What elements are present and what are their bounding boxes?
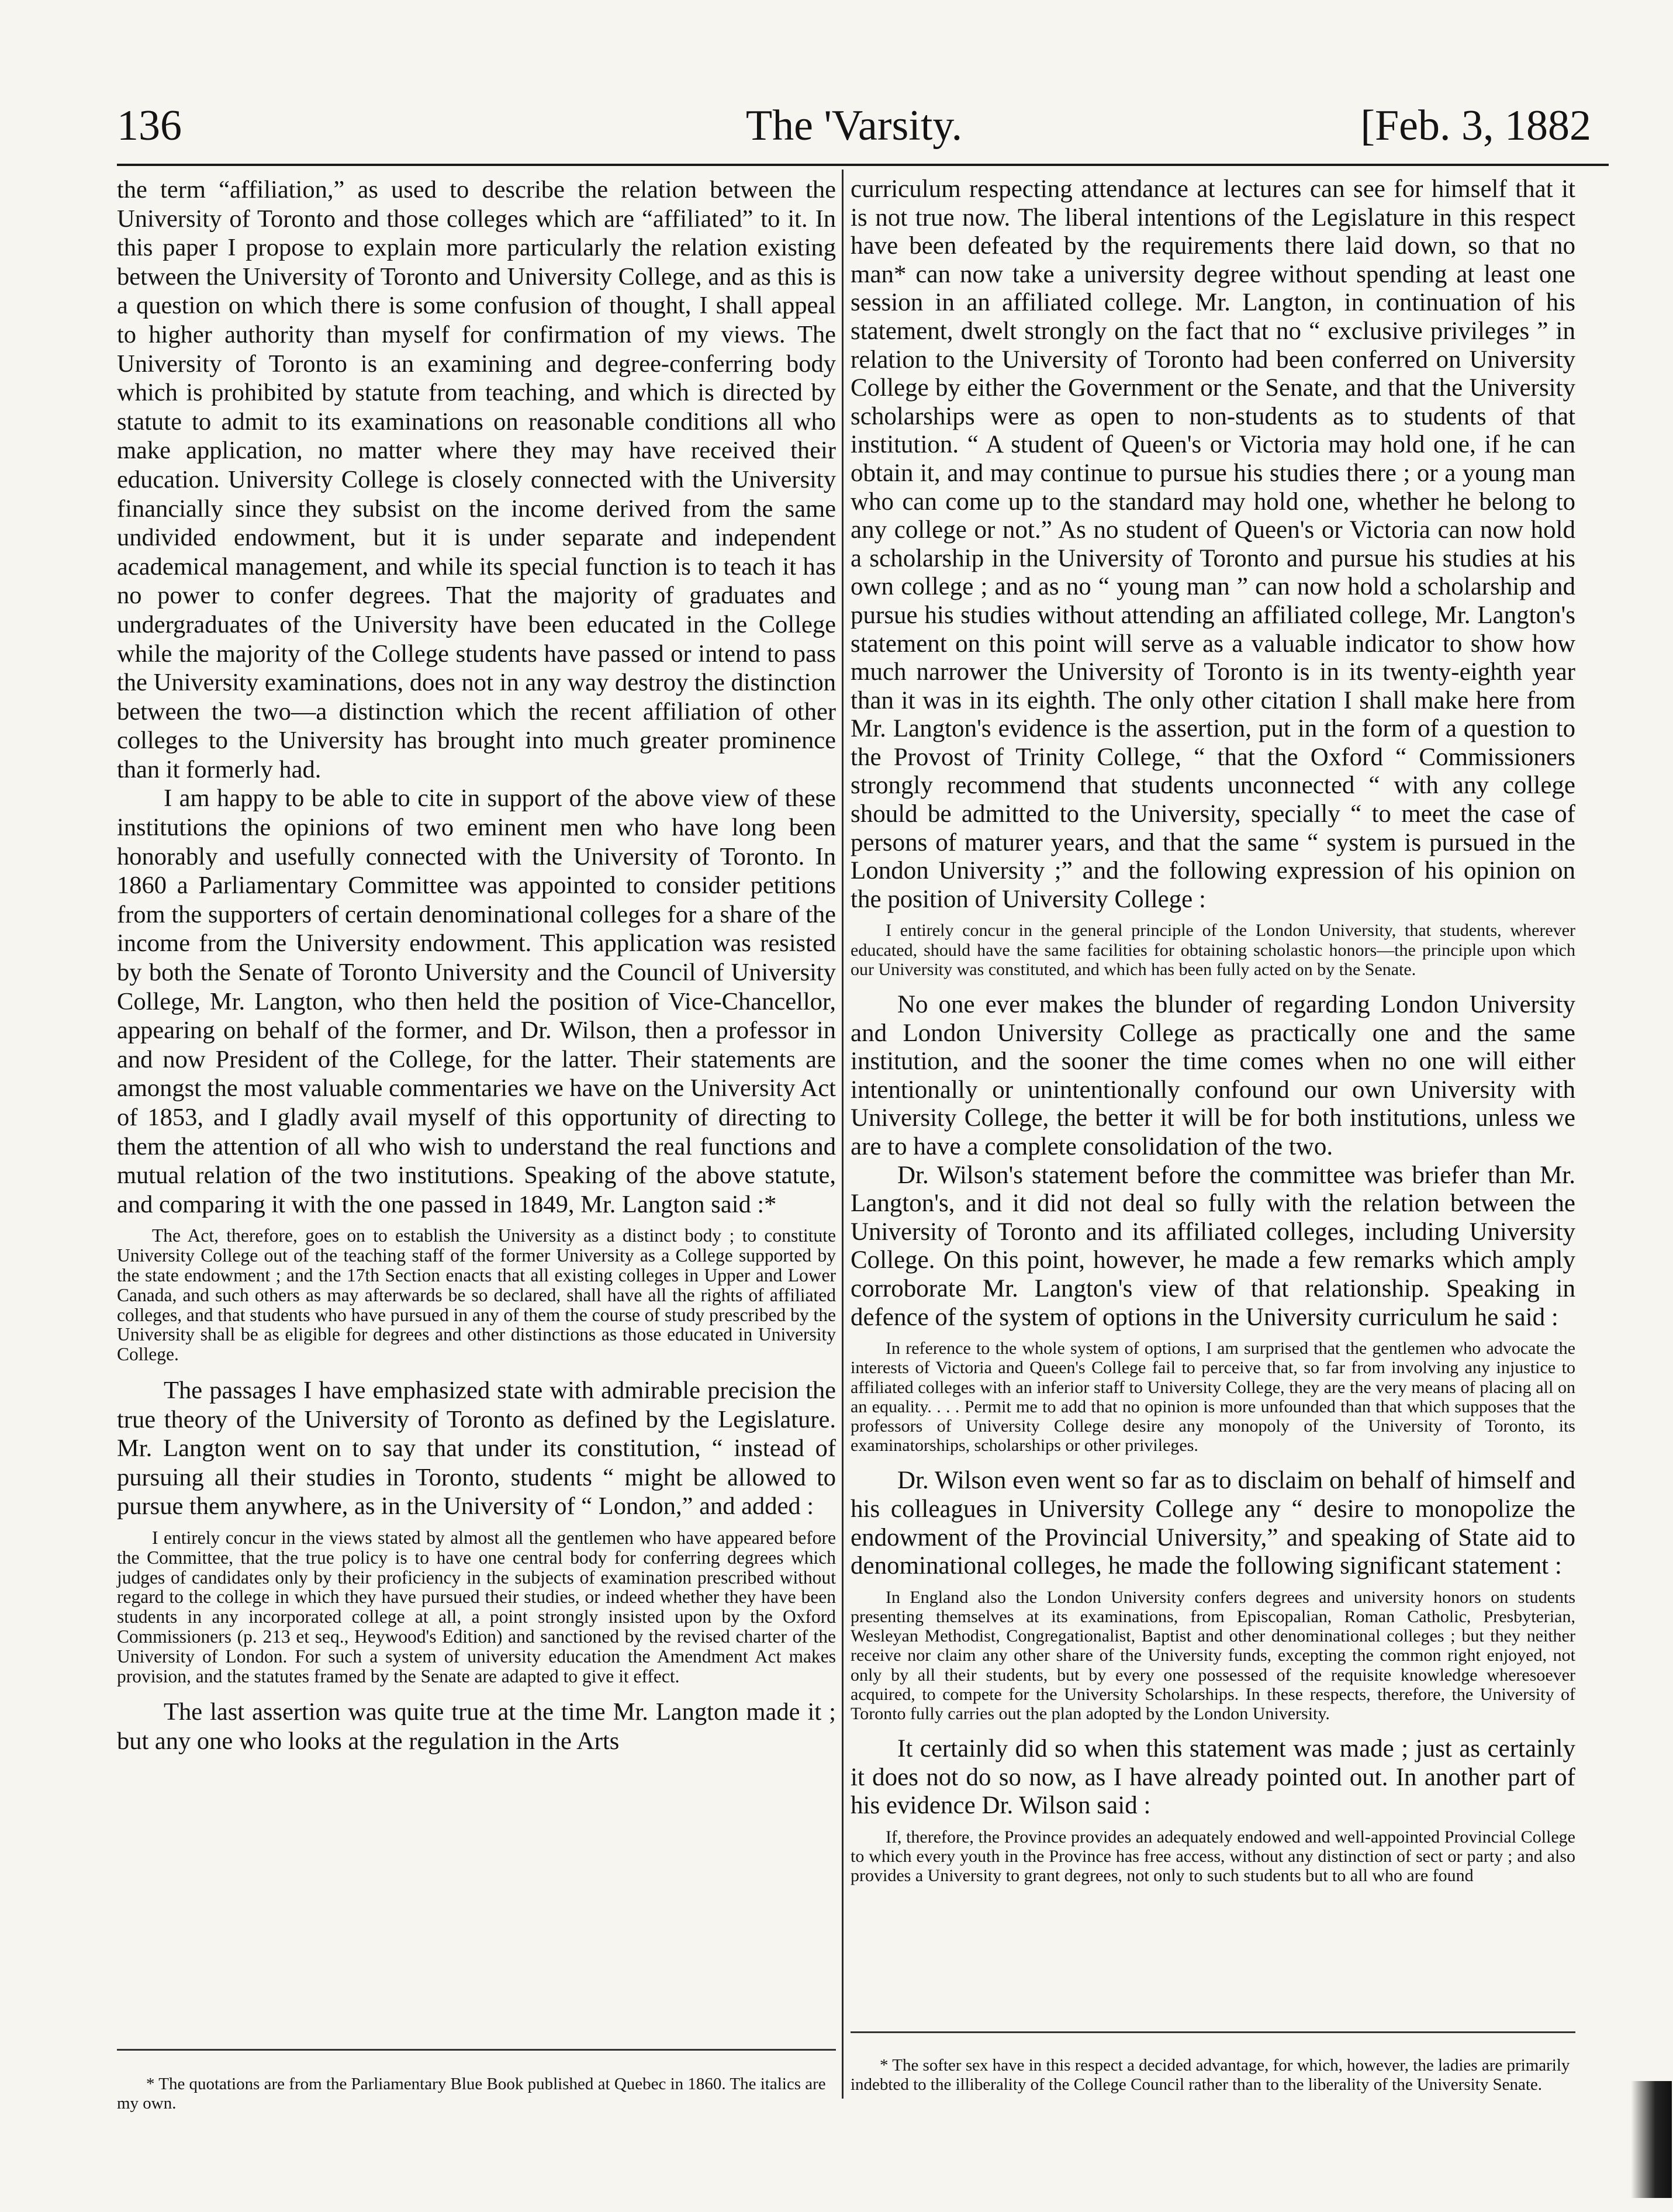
paragraph: the term “affiliation,” as used to describe the relation between the University of Toronto and those colleges which are “affiliated” to it. In this paper I propose to explain more particularly the relation existing between the University of Toronto and University College, and as this is a question on which there is some confusion of thought, I shall appeal to higher authority than myself for confirmation of my views. The University of Toronto is an examining and degree-conferring body which is prohibited by statute from teaching, and which is directed by statute to admit to its examinations on reasonable conditions all who make application, no matter where they may have received their education. University College is closely connected with the University financially since they subsist on the income derived from the same undivided endowment, but it is under separate and independent academical management, and while its special function is to teach it has no power to confer degrees. That the majority of graduates and undergraduates of the University have been educated in the College while the majority of the College students have passed or intend to pass the University examinations, does not in any way destroy the distinction between the two—a distinction which the recent affiliation of other colleges to the University has brought into much greater prominence than it formerly had. [117,176,836,783]
block-quote: If, therefore, the Province provides an adequately endowed and well-appointed Provincial College to which every youth in the Province has free access, without any distinction of sect or party ; and also provides a University to grant degrees, not only to such students but to all who are found [851,1827,1575,1886]
block-quote: I entirely concur in the general principle of the London University, that students, wherever educated, should have the same facilities for obtaining scholastic honors—the principle upon which our University was constituted, and which has been fully acted on by the Senate. [851,921,1575,979]
issue-date: [Feb. 3, 1882 [1360,102,1591,150]
page-edge-shadow [1631,2081,1672,2198]
paragraph: It certainly did so when this statement was made ; just as certainly it does not do so now, as I have already pointed out. In another part of his evidence Dr. Wilson said : [851,1735,1575,1820]
header-rule [117,164,1609,166]
paragraph: Dr. Wilson's statement before the committee was briefer than Mr. Langton's, and it did not deal so fully with the relation between the University of Toronto and its affiliated colleges, including University College. On this point, however, he made a few remarks which amply corroborate Mr. Langton's view of that relationship. Speaking in defence of the system of options in the University curriculum he said : [851,1161,1575,1331]
left-column [117,175,836,1755]
block-quote: I entirely concur in the views stated by almost all the gentlemen who have appeared before the Committee, that the true policy is to have one central body for conferring degrees which judges of candidates only by their proficiency in the subjects of examination prescribed without regard to the college in which they have pursued their studies, or indeed whether they have been students in any incorporated college at all, a point strongly insisted upon by the Oxford Commissioners (p. 213 et seq., Heywood's Edition) and sanctioned by the revised charter of the University of London. For such a system of university education the Amendment Act makes provision, and the statutes framed by the Senate are adapted to give it effect. [117,1527,836,1686]
page-number: 136 [117,102,182,150]
page-header [117,96,1591,155]
footnote-rule [851,2031,1575,2033]
footnote-right [851,2039,1575,2111]
footnote-left [117,2058,836,2130]
block-quote: The Act, therefore, goes on to establish the University as a distinct body ; to constitute University College out of the teaching staff of the former University as a College supported by the state endowment ; and the 17th Section enacts that all existing colleges in Upper and Lower Canada, and such others as may afterwards be so declared, shall have all the rights of affiliated colleges, and that students who have pursued in any of them the course of study prescribed by the University shall be as eligible for degrees and other distinctions as those educated in University College. [117,1225,836,1365]
paragraph: I am happy to be able to cite in support of the above view of these institutions the opinions of two eminent men who have long been honorably and usefully connected with the University of Toronto. In 1860 a Parliamentary Committee was appointed to consider petitions from the supporters of certain denominational colleges for a share of the income from the University endowment. This application was resisted by both the Senate of Toronto University and the Council of University College, Mr. Langton, who then held the position of Vice-Chancellor, appearing on behalf of the former, and Dr. Wilson, then a professor in and now President of the College, for the latter. Their statements are amongst the most valuable commentaries we have on the University Act of 1853, and I gladly avail myself of this opportunity of directing to them the attention of all who wish to understand the real functions and mutual relation of the two institutions. Speaking of the above statute, and comparing it with the one passed in 1849, Mr. Langton said :* [117,784,836,1218]
paragraph: The passages I have emphasized state with admirable precision the true theory of the University of Toronto as defined by the Legislature. Mr. Langton went on to say that under its constitution, “ instead of pursuing all their studies in Toronto, students “ might be allowed to pursue them anywhere, as in the University of “ London,” and added : [117,1376,836,1520]
paragraph: No one ever makes the blunder of regarding London University and London University College as practically one and the same institution, and the sooner the time comes when no one will either intentionally or unintentionally confound our own University with University College, the better it will be for both institutions, unless we are to have a complete consolidation of the two. [851,991,1575,1161]
footnote-rule [117,2049,836,2051]
block-quote: In England also the London University confers degrees and university honors on students presenting themselves at its examinations, from Episcopalian, Roman Catholic, Presbyterian, Wesleyan Methodist, Congregationalist, Baptist and other denominational colleges ; but they neither receive nor claim any other share of the University funds, excepting the common right enjoyed, not only by all their students, but by every one possessed of the requisite knowledge wheresoever acquired, to compete for the University Scholarships. In these respects, therefore, the University of Toronto fully carries out the plan adopted by the London University. [851,1587,1575,1723]
right-column [851,175,1575,1898]
footnote-text: * The quotations are from the Parliamentary Blue Book published at Quebec in 1860. The italics are my own. [117,2075,826,2113]
paragraph: The last assertion was quite true at the time Mr. Langton made it ; but any one who looks at the regulation in the Arts [117,1698,836,1755]
paragraph: curriculum respecting attendance at lectures can see for himself that it is not true now. The liberal intentions of the Legislature in this respect have been defeated by the requirements there laid down, so that no man* can now take a university degree without spending at least one session in an affiliated college. Mr. Langton, in continuation of his statement, dwelt strongly on the fact that no “ exclusive privileges ” in relation to the University of Toronto had been conferred on University College by either the Government or the Senate, and that the University scholarships were as open to non-students as to students of that institution. “ A student of Queen's or Victoria may hold one, if he can obtain it, and may continue to pursue his studies there ; or a young man who can come up to the standard may hold one, whether he belong to any college or not.” As no student of Queen's or Victoria can now hold a scholarship in the University of Toronto and pursue his studies at his own college ; and as no “ young man ” can now hold a scholarship and pursue his studies without attending an affiliated college, Mr. Langton's statement on this point will serve as a valuable indicator to show how much narrower the University of Toronto is in its twenty-eighth year than it was in its eighth. The only other citation I shall make here from Mr. Langton's evidence is the assertion, put in the form of a question to the Provost of Trinity College, “ that the Oxford “ Commissioners strongly recommend that students unconnected “ with any college should be admitted to the University, specially “ to meet the case of persons of maturer years, and that the same “ system is pursued in the London University ;” and the following expression of his opinion on the position of University College : [851,175,1575,913]
footnote-text: * The softer sex have in this respect a decided advantage, for which, however, the ladies are primarily indebted to the illiberality of the College Council rather than to the liberality of the University Senate. [851,2056,1570,2094]
paragraph: Dr. Wilson even went so far as to disclaim on behalf of himself and his colleagues in University College any “ desire to monopolize the endowment of the Provincial University,” and speaking of State aid to denominational colleges, he made the following significant statement : [851,1467,1575,1580]
block-quote: In reference to the whole system of options, I am surprised that the gentlemen who advocate the interests of Victoria and Queen's College fail to perceive that, so far from involving any injustice to affiliated colleges with an inferior staff to University College, they are the very means of placing all on an equality. . . . Permit me to add that no opinion is more unfounded than that which supposes that the professors of University College desire any monopoly of the University of Toronto, its examinatorships, scholarships or other privileges. [851,1339,1575,1456]
masthead-title: The 'Varsity. [745,102,963,150]
column-divider [842,170,844,2099]
